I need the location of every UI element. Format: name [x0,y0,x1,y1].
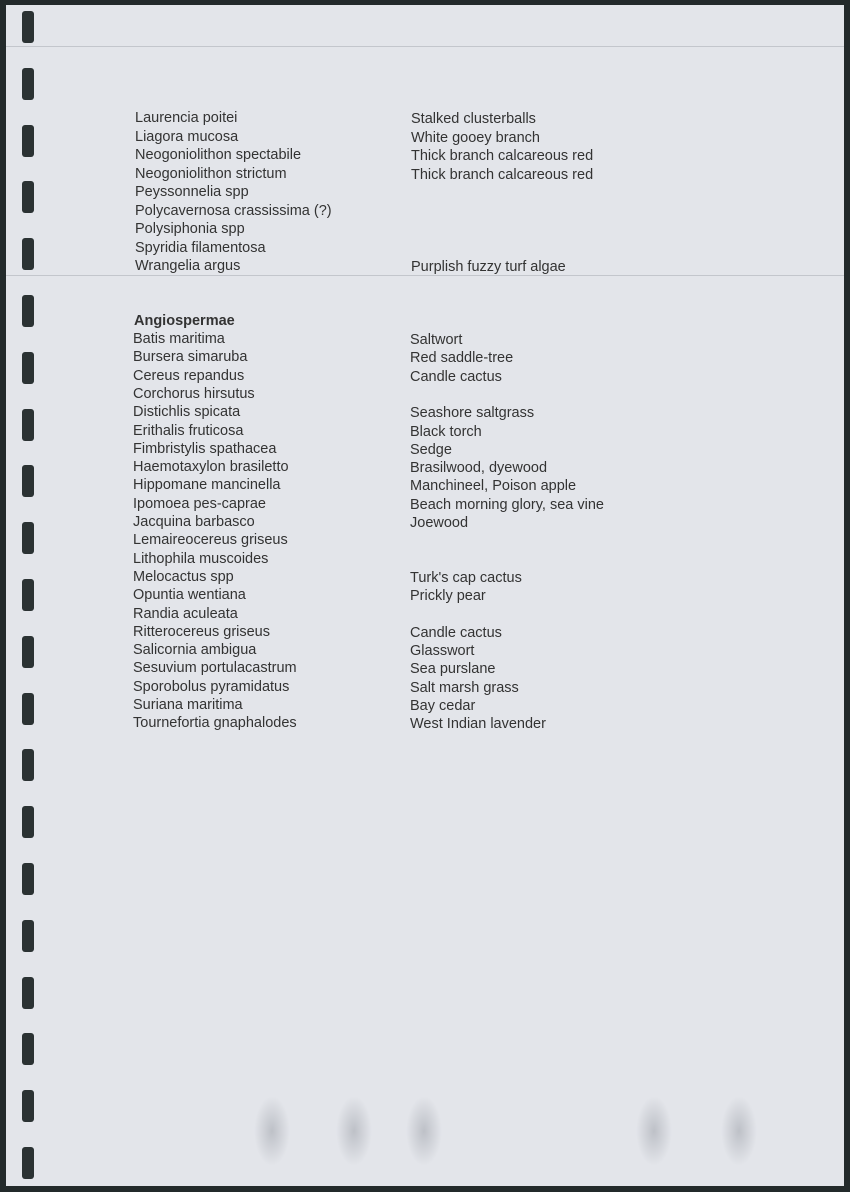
scientific-name: Sporobolus pyramidatus [133,678,290,695]
scientific-name: Wrangelia argus [135,258,241,274]
scientific-name: Ritterocereus griseus [133,623,270,640]
common-name: Bay cedar [410,698,476,714]
scientific-name: Erithalis fruticosa [133,422,244,439]
scientific-name: Fimbristylis spathacea [133,440,277,457]
common-name: Sea purslane [410,661,496,678]
scientific-name: Spyridia filamentosa [135,239,266,256]
binding-hole [22,522,34,554]
common-name: Manchineel, Poison apple [410,478,577,495]
scientific-name: Ipomoea pes-caprae [133,495,266,512]
common-name: White gooey branch [411,129,540,146]
scan-smudge [336,1096,372,1166]
scientific-name: Lithophila muscoides [133,550,269,567]
common-name: Salt marsh grass [410,679,519,696]
binding-hole [22,11,34,43]
scientific-name: Neogoniolithon spectabile [135,147,302,163]
section-heading-angiospermae: Angiospermae [134,313,235,329]
binding-hole [22,465,34,497]
scientific-name: Polycavernosa crassissima (?) [135,202,332,219]
common-name: Stalked clusterballs [411,111,536,127]
binding-hole [22,977,34,1009]
scanned-page [6,5,844,1186]
binding-hole [22,181,34,213]
common-name: Seashore saltgrass [410,405,535,422]
scientific-name: Randia aculeata [133,605,238,622]
common-name: Purplish fuzzy turf algae [411,259,566,275]
scientific-name: Batis maritima [133,331,225,347]
scientific-name: Liagora mucosa [135,128,239,145]
common-name: Candle cactus [410,624,502,641]
common-name: Thick branch calcareous red [411,148,594,164]
binding-hole [22,125,34,157]
scan-smudge [636,1096,672,1166]
binding-hole [22,68,34,100]
scientific-name: Peyssonnelia spp [135,184,249,200]
scan-smudge [721,1096,757,1166]
common-name: Joewood [410,515,469,531]
scientific-name: Corchorus hirsutus [133,385,255,402]
common-name: Saltwort [410,332,463,348]
scan-line-top [6,46,844,47]
scan-smudge [406,1096,442,1166]
scientific-name: Haemotaxylon brasiletto [133,459,289,476]
scan-smudge [254,1096,290,1166]
binding-hole [22,920,34,952]
binding-hole [22,636,34,668]
binding-hole [22,1147,34,1179]
common-name: Thick branch calcareous red [411,166,594,183]
common-name: Turk's cap cactus [410,569,522,586]
binding-hole [22,749,34,781]
scientific-name: Salicornia ambigua [133,642,257,659]
scientific-name: Tournefortia gnaphalodes [133,715,297,732]
common-name: West Indian lavender [410,716,546,733]
scientific-name: Hippomane mancinella [133,477,281,494]
common-name: Red saddle-tree [410,350,514,367]
binding-hole [22,295,34,327]
binding-hole [22,579,34,611]
scientific-name: Distichlis spicata [133,404,241,421]
binding-hole [22,1033,34,1065]
common-name: Glasswort [410,643,475,660]
scientific-name: Sesuvium portulacastrum [133,660,297,677]
scientific-name: Bursera simaruba [133,349,248,366]
scientific-name: Lemaireocereus griseus [133,532,288,549]
binding-hole [22,1090,34,1122]
scientific-name: Opuntia wentiana [133,587,246,604]
common-name: Prickly pear [410,588,486,605]
common-name: Brasilwood, dyewood [410,460,548,477]
scientific-name: Polysiphonia spp [135,221,245,237]
binding-hole [22,693,34,725]
binding-hole [22,863,34,895]
common-name: Candle cactus [410,368,502,385]
scientific-name: Neogoniolithon strictum [135,165,287,182]
binding-hole [22,238,34,270]
scientific-name: Suriana maritima [133,697,243,713]
scientific-name: Jacquina barbasco [133,514,255,530]
common-name: Beach morning glory, sea vine [410,496,604,513]
binding-hole [22,806,34,838]
common-name: Sedge [410,441,452,458]
binding-holes [22,5,38,1186]
binding-hole [22,409,34,441]
scientific-name: Cereus repandus [133,367,245,384]
binding-hole [22,352,34,384]
scientific-name: Laurencia poitei [135,110,238,126]
common-name: Black torch [410,423,482,440]
scientific-name: Melocactus spp [133,568,234,585]
